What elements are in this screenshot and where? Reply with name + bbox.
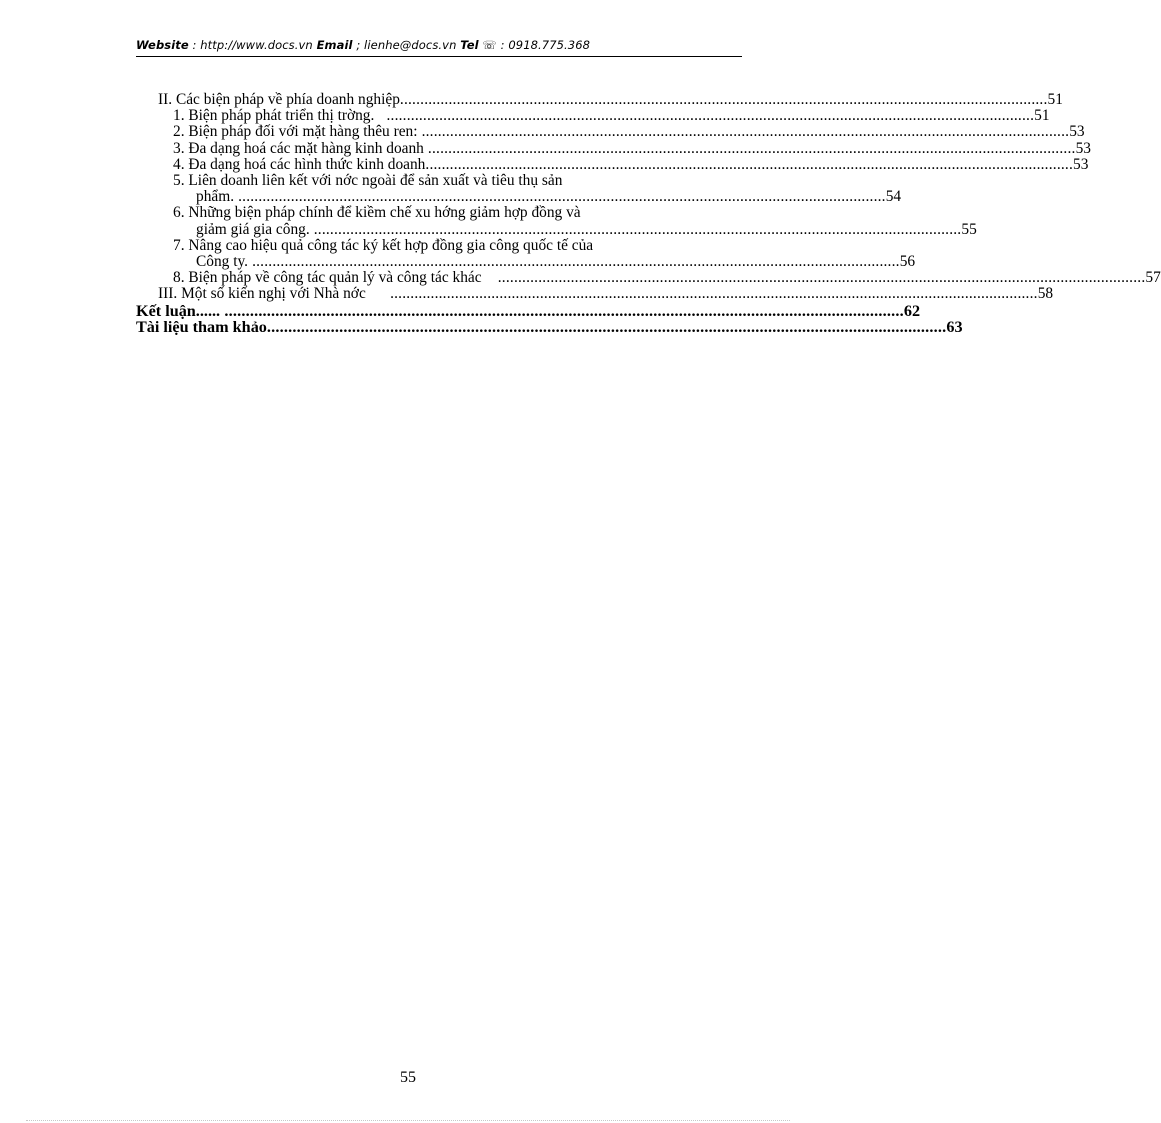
tel-value: : 0918.775.368 [496, 38, 591, 52]
toc-entry-item-5: phẩm. ................................................................................................................................................................ 54 [196, 188, 902, 206]
dot-leader: ................................................................................................................................................................ [425, 155, 1074, 173]
page-ref: 51 [1047, 91, 1063, 108]
page-ref: 53 [1073, 155, 1089, 173]
page-ref: 53 [1069, 123, 1085, 141]
page-ref: 58 [1037, 285, 1054, 303]
page-ref: 57 [1145, 269, 1161, 287]
page-ref: 62 [903, 301, 921, 320]
page-ref: 54 [885, 188, 902, 206]
footer-divider [26, 1120, 790, 1121]
dot-leader: ................................................................................................................................................................ [365, 285, 1038, 303]
dot-leader: ................................................................................................................................................................ [481, 269, 1146, 287]
dot-leader: ................................................................................................................................................................ [309, 220, 962, 238]
toc-entry-item-1: 1. Biện pháp phát triển thị trờng. ................................................................................................................................................................ 51 [173, 107, 1050, 125]
table-of-contents [136, 91, 1161, 336]
toc-entry-section-3: III. Một số kiến nghị với Nhà nớc ................................................................................................................................................................ 58 [158, 285, 1054, 303]
page-ref: 56 [899, 253, 916, 271]
toc-entry-item-8: 8. Biện pháp về công tác quản lý và công tác khác ................................................................................................................................................................ 57 [173, 269, 1161, 287]
toc-entry-item-6-line-1: 6. Những biện pháp chính để kiềm chế xu hớng giảm hợp đồng và [173, 204, 581, 222]
page-number: 55 [400, 1069, 416, 1086]
phone-icon: ☏ [482, 38, 497, 52]
toc-entry-references: Tài liệu tham khảo ................................................................................................................................................................ 63 [136, 317, 963, 336]
page-ref: 53 [1075, 139, 1091, 157]
dot-leader: ................................................................................................................................................................ [374, 107, 1035, 125]
toc-entry-item-2: 2. Biện pháp đối với mặt hàng thêu ren: ................................................................................................................................................................ 53 [173, 123, 1085, 141]
dot-leader: ................................................................................................................................................................ [220, 301, 904, 320]
toc-entry-item-7: Công ty. ................................................................................................................................................................ 56 [196, 253, 916, 271]
tel-label: Tel [460, 38, 479, 52]
toc-entry-conclusion: Kết luận...... ................................................................................................................................................................ 62 [136, 301, 921, 320]
email-label: Email [316, 38, 353, 52]
toc-entry-section-2: II. Các biện pháp về phía doanh nghiệp ................................................................................................................................................................ 51 [158, 91, 1063, 108]
dot-leader: ................................................................................................................................................................ [417, 123, 1070, 141]
dot-leader: ................................................................................................................................................................ [399, 91, 1048, 108]
website-value: : http://www.docs.vn [188, 38, 317, 52]
page-header [136, 38, 742, 52]
page-ref: 63 [946, 317, 963, 336]
toc-entry-item-7-line-1: 7. Nâng cao hiệu quả công tác ký kết hợp đồng gia công quốc tế của [173, 236, 594, 254]
dot-leader: ................................................................................................................................................................ [234, 188, 886, 206]
email-value: ; lienhe@docs.vn [352, 38, 461, 52]
dot-leader: ................................................................................................................................................................ [423, 139, 1076, 157]
dot-leader: ................................................................................................................................................................ [266, 317, 947, 336]
toc-entry-item-3: 3. Đa dạng hoá các mặt hàng kinh doanh ................................................................................................................................................................ 53 [173, 139, 1091, 157]
dot-leader: ................................................................................................................................................................ [248, 253, 900, 271]
toc-entry-item-6: giảm giá gia công. ................................................................................................................................................................ 55 [196, 220, 977, 238]
page-ref: 51 [1034, 107, 1050, 125]
toc-entry-item-5-line-1: 5. Liên doanh liên kết với nớc ngoài để sản xuất và tiêu thụ sản [173, 172, 563, 190]
toc-entry-item-4: 4. Đa dạng hoá các hình thức kinh doanh ................................................................................................................................................................ 53 [173, 155, 1089, 173]
page-ref: 55 [961, 220, 977, 238]
header-divider [136, 56, 742, 57]
website-label: Website [136, 38, 189, 52]
